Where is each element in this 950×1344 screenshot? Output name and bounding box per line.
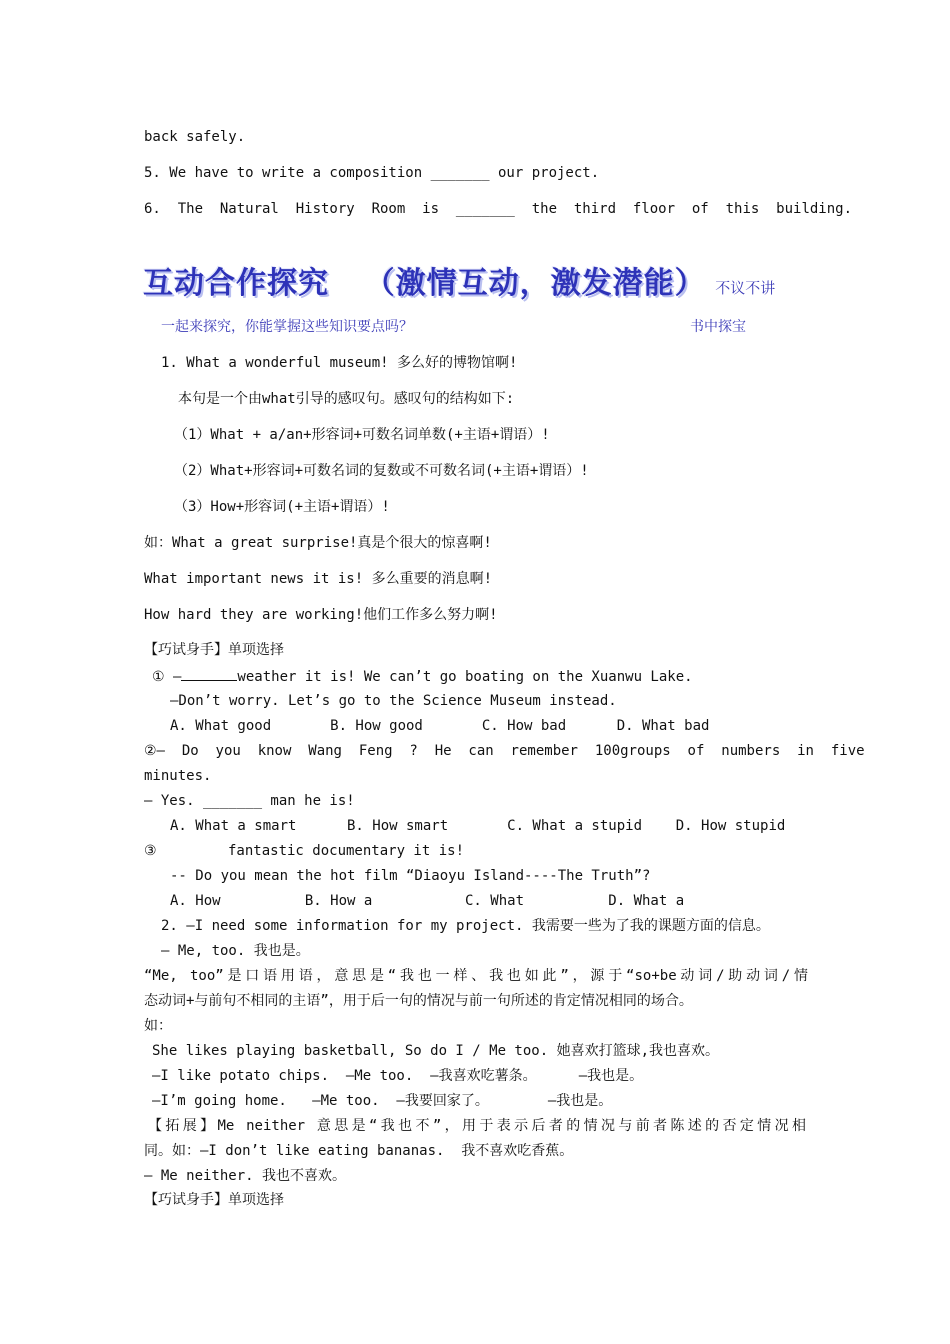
question-3-number: ③: [144, 843, 157, 859]
blank-line: [181, 666, 237, 681]
banner-subtitle: （激情互动，激发潜能）: [364, 266, 706, 301]
question-1: [152, 666, 693, 687]
question-number: ① —: [152, 669, 182, 685]
text-line: back safely.: [144, 129, 246, 145]
text-line: “Me, too”是口语用语，意思是“我也一样、我也如此”，源于“so+be动词/助动词/情: [144, 968, 808, 984]
point-heading: 2. —I need some information for my project. 我需要一些为了我的课题方面的信息。: [161, 918, 770, 934]
example-line: She likes playing basketball, So do I / Me too. 她喜欢打篮球,我也喜欢。: [152, 1043, 720, 1059]
text-line: minutes.: [144, 768, 212, 784]
example-line: What important news it is! 多么重要的消息啊!: [144, 571, 493, 587]
question-3: fantastic documentary it is!: [228, 843, 465, 859]
answer-options: A. What a smart B. How smart C. What a stupid D. How stupid: [170, 818, 786, 834]
text-line: — Me neither. 我也不喜欢。: [144, 1168, 347, 1184]
section-banner: [143, 258, 776, 301]
text-line: 如：: [144, 1018, 172, 1034]
text-line: -- Do you mean the hot film “Diaoyu Island----The Truth”?: [170, 868, 651, 884]
section-intro: 一起来探究，你能掌握这些知识要点吗？: [161, 319, 413, 335]
question-text: weather it is! We can’t go boating on the Xuanwu Lake.: [237, 669, 693, 685]
section-label: 书中探宝: [690, 319, 746, 335]
example-line: —I like potato chips. —Me too. —我喜欢吃薯条。 —我也是。: [152, 1068, 644, 1084]
answer-options: A. What good B. How good C. How bad D. What bad: [170, 718, 710, 734]
exercise-heading: 【巧试身手】单项选择: [144, 642, 284, 658]
text-line: 本句是一个由what引导的感叹句。感叹句的结构如下:: [178, 391, 515, 407]
text-line: —Don’t worry. Let’s go to the Science Museum instead.: [170, 693, 617, 709]
banner-title: 互动合作探究: [143, 266, 329, 301]
text-line: 6. The Natural History Room is _______ the third floor of this building.: [144, 201, 853, 217]
text-line: （2）What+形容词+可数名词的复数或不可数名词(+主语+谓语）!: [174, 463, 589, 479]
text-line: （1）What + a/an+形容词+可数名词单数(+主语+谓语）!: [174, 427, 550, 443]
text-line: 态动词+与前句不相同的主语”，用于后一句的情况与前一句所述的肯定情况相同的场合。: [144, 993, 693, 1009]
question-2: ②— Do you know Wang Feng ? He can remember 100groups of numbers in five: [144, 743, 865, 759]
answer-options: A. How B. How a C. What D. What a: [170, 893, 685, 909]
text-line: 【拓展】Me neither 意思是“我也不”，用于表示后者的情况与前者陈述的否定情况相: [148, 1118, 806, 1134]
example-line: How hard they are working!他们工作多么努力啊!: [144, 607, 498, 623]
text-line: — Me, too. 我也是。: [161, 943, 310, 959]
text-line: （3）How+形容词(+主语+谓语）!: [174, 499, 390, 515]
text-line: 同。如：—I don’t like eating bananas. 我不喜欢吃香蕉。: [144, 1143, 574, 1159]
banner-note: 不议不讲: [715, 279, 776, 297]
text-line: 5. We have to write a composition _______ our project.: [144, 165, 600, 181]
example-line: 如：What a great surprise!真是个很大的惊喜啊!: [144, 535, 492, 551]
example-line: —I’m going home. —Me too. —我要回家了。 —我也是。: [152, 1093, 613, 1109]
text-line: — Yes. _______ man he is!: [144, 793, 355, 809]
point-heading: 1. What a wonderful museum! 多么好的博物馆啊!: [161, 355, 518, 371]
exercise-heading: 【巧试身手】单项选择: [144, 1192, 284, 1208]
